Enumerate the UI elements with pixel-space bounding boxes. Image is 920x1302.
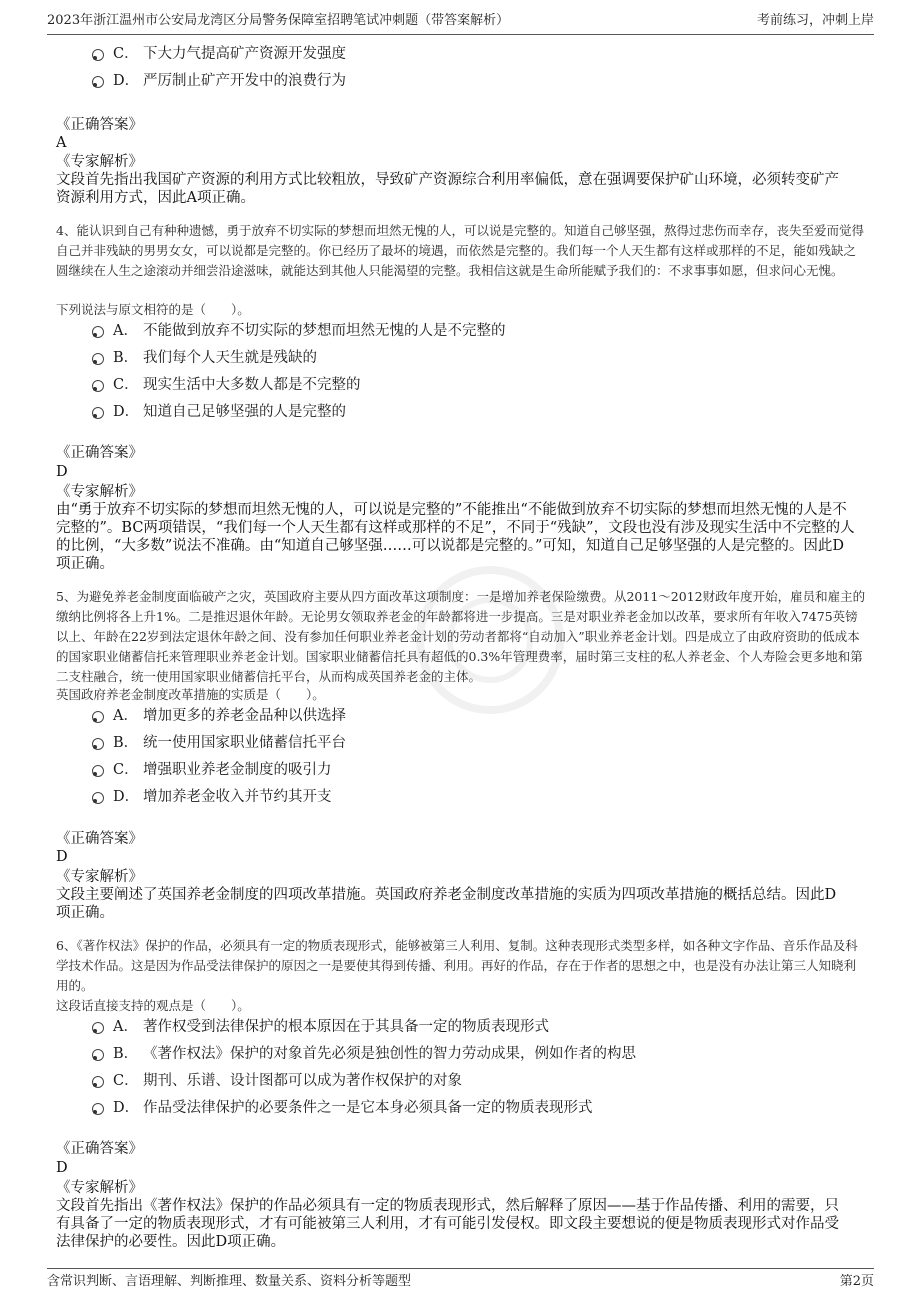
- radio-icon[interactable]: [92, 407, 104, 419]
- q5-answer: D: [56, 849, 68, 865]
- option-text: 下大力气提高矿产资源开发强度: [143, 46, 346, 62]
- q6-option-b[interactable]: B． 《著作权法》保护的对象首先必须是独创性的智力劳动成果，例如作者的构思: [92, 1041, 636, 1067]
- q3-answer: A: [56, 135, 67, 151]
- footer-note: 含常识判断、言语理解、判断推理、数量关系、资料分析等题型: [47, 1274, 412, 1289]
- q5-question: 英国政府养老金制度改革措施的实质是（ ）。: [56, 687, 325, 702]
- option-text: 增强职业养老金制度的吸引力: [143, 762, 332, 778]
- page-number: 第2页: [839, 1274, 874, 1289]
- option-text: 《著作权法》保护的对象首先必须是独创性的智力劳动成果，例如作者的构思: [143, 1046, 636, 1062]
- q6-question: 这段话直接支持的观点是（ ）。: [56, 998, 250, 1013]
- q6-analysis-label: 《专家解析》: [56, 1180, 143, 1196]
- q3-analysis-label: 《专家解析》: [56, 154, 143, 170]
- option-text: 严厉制止矿产开发中的浪费行为: [143, 73, 346, 89]
- q4-analysis-line-1: 由“勇于放弃不切实际的梦想而坦然无愧的人，可以说是完整的”不能推出“不能做到放弃不切实际的梦想而坦然无愧的人是不: [56, 502, 847, 518]
- q5-option-a[interactable]: A． 增加更多的养老金品种以供选择: [92, 703, 346, 729]
- radio-icon[interactable]: [92, 1103, 104, 1115]
- q5-analysis-line-2: 项正确。: [56, 905, 114, 921]
- q4-analysis-line-4: 项正确。: [56, 556, 114, 572]
- page-footer: [47, 1268, 874, 1293]
- q4-option-b[interactable]: B． 我们每个人天生就是残缺的: [92, 345, 317, 371]
- q3-option-d[interactable]: D． 严厉制止矿产开发中的浪费行为: [92, 68, 346, 94]
- radio-icon[interactable]: [92, 353, 104, 365]
- option-text: 统一使用国家职业储蓄信托平台: [143, 735, 346, 751]
- q6-analysis-line-1: 文段首先指出《著作权法》保护的作品必须具有一定的物质表现形式，然后解释了原因——基于作品传播、利用的需要，只: [56, 1198, 839, 1214]
- option-text: 增加养老金收入并节约其开支: [143, 789, 332, 805]
- q6-stem: 6、《著作权法》保护的作品，必须具有一定的物质表现形式，能够被第三人利用、复制。这种表现形式类型多样，如各种文字作品、音乐作品及科学技术作品。这是因为作品受法律保护的原因之一是要使其得到传播、利用。再好的作品，存在于作者的思想之中，也是没有办法让第三人知晓利用的。: [56, 938, 858, 993]
- q4-stem: 4、能认识到自己有种种遗憾，勇于放弃不切实际的梦想而坦然无愧的人，可以说是完整的。知道自己够坚强，熬得过悲伤而幸存，丧失至爱而觉得自己并非残缺的男男女女，可以说都是完整的。你已经历了最坏的境遇，而依然是完整的。我们每一个人天生都有这样或那样的不足，能如残缺之圆继续在人生之途滚动并细尝沿途滋味，就能达到其他人只能渴望的完整。我相信这就是生命所能赋予我们的：不求事事如愿，但求问心无愧。: [56, 223, 864, 278]
- radio-icon[interactable]: [92, 1049, 104, 1061]
- radio-icon[interactable]: [92, 738, 104, 750]
- radio-icon[interactable]: [92, 1076, 104, 1088]
- q5-option-c[interactable]: C． 增强职业养老金制度的吸引力: [92, 757, 332, 783]
- option-text: 不能做到放弃不切实际的梦想而坦然无愧的人是不完整的: [143, 323, 506, 339]
- q5-stem: 5、为避免养老金制度面临破产之灾，英国政府主要从四方面改革这项制度：一是增加养老保险缴费。从2011～2012财政年度开始，雇员和雇主的缴纳比例将各上升1%。二是推迟退休年龄。无论男女领取养老金的年龄都将进一步提高。三是对职业养老金加以改革，要求所有年收入7475英镑以上、年龄在22岁到法定退休年龄之间、没有参加任何职业养老金计划的劳动者都将“自动加入”职业养老金计划。四是成立了由政府资助的低成本的国家职业储蓄信托来管理职业养老金计划。国家职业储蓄信托具有超低的0.3%年管理费率，届时第三支柱的私人养老金、个人寿险会更多地和第二支柱融合，统一使用国家职业储蓄信托平台，从而构成英国养老金的主体。: [56, 589, 866, 684]
- option-text: 知道自己足够坚强的人是完整的: [143, 404, 346, 420]
- option-text: 著作权受到法律保护的根本原因在于其具备一定的物质表现形式: [143, 1019, 549, 1035]
- q6-option-c[interactable]: C． 期刊、乐谱、设计图都可以成为著作权保护的对象: [92, 1068, 462, 1094]
- radio-icon[interactable]: [92, 1022, 104, 1034]
- q3-option-c[interactable]: C． 下大力气提高矿产资源开发强度: [92, 41, 346, 67]
- radio-icon[interactable]: [92, 326, 104, 338]
- radio-icon[interactable]: [92, 792, 104, 804]
- q3-answer-label: 《正确答案》: [56, 117, 143, 133]
- q5-analysis-label: 《专家解析》: [56, 869, 143, 885]
- q6-analysis-line-2: 有具备了一定的物质表现形式，才有可能被第三人利用，才有可能引发侵权。即文段主要想说的便是物质表现形式对作品受: [56, 1216, 839, 1232]
- radio-icon[interactable]: [92, 380, 104, 392]
- option-text: 现实生活中大多数人都是不完整的: [143, 377, 361, 393]
- option-text: 增加更多的养老金品种以供选择: [143, 708, 346, 724]
- q6-answer: D: [56, 1160, 68, 1176]
- q6-option-d[interactable]: D． 作品受法律保护的必要条件之一是它本身必须具备一定的物质表现形式: [92, 1095, 593, 1121]
- radio-icon[interactable]: [92, 711, 104, 723]
- q4-analysis-line-3: 的比例，“大多数”说法不准确。由“知道自己够坚强……可以说都是完整的。”可知，知道自己足够坚强的人是完整的。因此D: [56, 538, 845, 554]
- q3-analysis-line-2: 资源利用方式，因此A项正确。: [56, 190, 255, 206]
- q4-analysis-line-2: 完整的”。BC两项错误，“我们每一个人天生都有这样或那样的不足”，不同于“残缺”，文段也没有涉及现实生活中不完整的人: [56, 520, 855, 536]
- q4-option-c[interactable]: C． 现实生活中大多数人都是不完整的: [92, 372, 361, 398]
- q4-answer-label: 《正确答案》: [56, 445, 143, 461]
- q4-question: 下列说法与原文相符的是（ ）。: [56, 302, 250, 317]
- radio-icon[interactable]: [92, 765, 104, 777]
- q6-answer-label: 《正确答案》: [56, 1141, 143, 1157]
- q4-option-a[interactable]: A． 不能做到放弃不切实际的梦想而坦然无愧的人是不完整的: [92, 318, 506, 344]
- q6-option-a[interactable]: A． 著作权受到法律保护的根本原因在于其具备一定的物质表现形式: [92, 1014, 549, 1040]
- radio-icon[interactable]: [92, 76, 104, 88]
- q5-option-d[interactable]: D． 增加养老金收入并节约其开支: [92, 784, 332, 810]
- q5-answer-label: 《正确答案》: [56, 831, 143, 847]
- option-text: 期刊、乐谱、设计图都可以成为著作权保护的对象: [143, 1073, 462, 1089]
- radio-icon[interactable]: [92, 49, 104, 61]
- option-text: 我们每个人天生就是残缺的: [143, 350, 317, 366]
- q6-analysis-line-3: 法律保护的必要性。因此D项正确。: [56, 1234, 286, 1250]
- q4-option-d[interactable]: D． 知道自己足够坚强的人是完整的: [92, 399, 346, 425]
- page-header: [47, 10, 874, 35]
- document-title: 2023年浙江温州市公安局龙湾区分局警务保障室招聘笔试冲刺题（带答案解析）: [47, 13, 510, 28]
- q5-option-b[interactable]: B． 统一使用国家职业储蓄信托平台: [92, 730, 346, 756]
- q4-answer: D: [56, 464, 68, 480]
- option-text: 作品受法律保护的必要条件之一是它本身必须具备一定的物质表现形式: [143, 1100, 593, 1116]
- q3-analysis-line-1: 文段首先指出我国矿产资源的利用方式比较粗放，导致矿产资源综合利用率偏低，意在强调要保护矿山环境，必须转变矿产: [56, 172, 839, 188]
- q5-analysis-line-1: 文段主要阐述了英国养老金制度的四项改革措施。英国政府养老金制度改革措施的实质为四项改革措施的概括总结。因此D: [56, 887, 837, 903]
- q4-analysis-label: 《专家解析》: [56, 484, 143, 500]
- header-slogan: 考前练习，冲刺上岸: [756, 13, 874, 28]
